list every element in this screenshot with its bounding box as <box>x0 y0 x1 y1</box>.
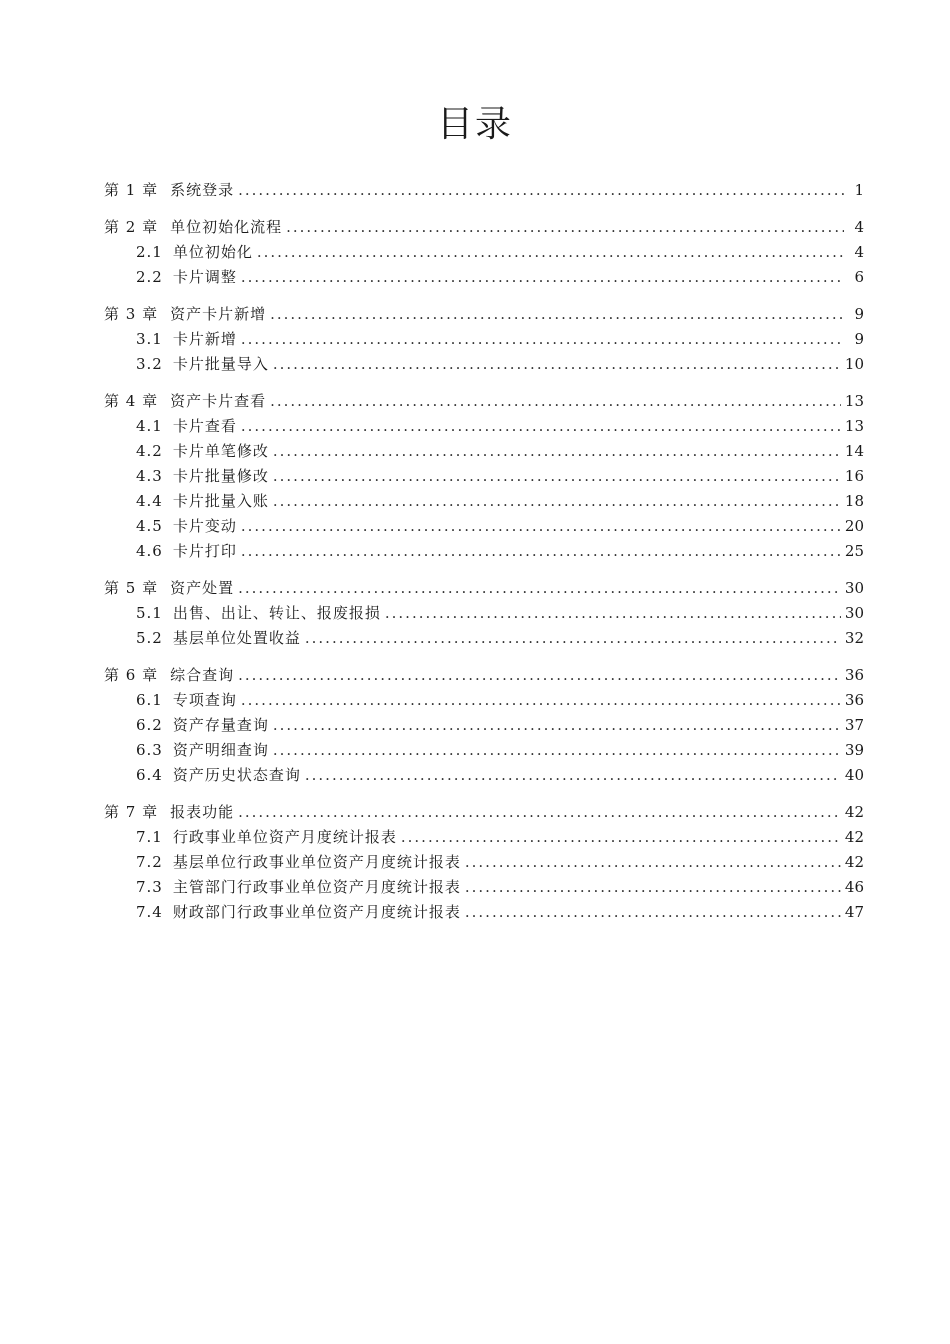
toc-dot-leader <box>241 265 844 290</box>
toc-dot-leader <box>273 713 841 738</box>
toc-entry-title: 卡片单笔修改 <box>172 442 269 460</box>
toc-entry-page: 13 <box>844 392 864 410</box>
toc-entry-number: 2.2 <box>136 268 163 286</box>
toc-entry-page: 47 <box>844 903 864 921</box>
toc-dot-leader <box>270 389 841 414</box>
toc-entry-title: 财政部门行政事业单位资产月度统计报表 <box>172 903 461 921</box>
toc-chapter-entry[interactable] <box>104 302 864 327</box>
toc-entry-title: 资产卡片查看 <box>170 392 267 410</box>
toc-entry-number: 6.2 <box>136 716 163 734</box>
toc-entry-title: 系统登录 <box>170 181 235 199</box>
toc-entry-number: 7.4 <box>136 903 163 921</box>
toc-chapter-entry[interactable] <box>104 800 864 825</box>
toc-dot-leader <box>270 302 844 327</box>
toc-entry-title: 资产处置 <box>170 579 235 597</box>
toc-entry-title: 出售、出让、转让、报废报损 <box>172 604 381 622</box>
toc-entry-page: 30 <box>844 579 864 597</box>
toc-title: 目录 <box>436 104 513 145</box>
toc-dot-leader <box>241 414 841 439</box>
toc-section-entry[interactable] <box>104 850 864 875</box>
toc-section-entry[interactable] <box>104 439 864 464</box>
toc-dot-leader <box>241 688 841 713</box>
toc-entry-number: 6.4 <box>136 766 163 784</box>
toc-entry-page: 30 <box>844 604 864 622</box>
toc-section-entry[interactable] <box>104 738 864 763</box>
toc-entry-number: 4.1 <box>136 417 163 435</box>
toc-entry-number: 4.3 <box>136 467 163 485</box>
toc-chapter-entry[interactable] <box>104 663 864 688</box>
toc-dot-leader <box>241 514 841 539</box>
toc-entry-number: 7.2 <box>136 853 163 871</box>
toc-entry-page: 36 <box>844 666 864 684</box>
toc-entry-title: 卡片查看 <box>172 417 237 435</box>
toc-entry-page: 25 <box>844 542 864 560</box>
toc-section-entry[interactable] <box>104 825 864 850</box>
toc-dot-leader <box>238 663 841 688</box>
toc-entry-page: 14 <box>844 442 864 460</box>
toc-entry-title: 资产明细查询 <box>172 741 269 759</box>
toc-chapter-entry[interactable] <box>104 178 864 203</box>
toc-entry-page: 32 <box>844 629 864 647</box>
toc-entry-number: 2.1 <box>136 243 163 261</box>
toc-dot-leader <box>273 464 841 489</box>
toc-entry-page: 42 <box>844 853 864 871</box>
toc-entry-page: 16 <box>844 467 864 485</box>
toc-dot-leader <box>465 850 841 875</box>
toc-entry-title: 基层单位行政事业单位资产月度统计报表 <box>172 853 461 871</box>
toc-entry-number: 第 5 章 <box>104 579 159 597</box>
toc-entry-page: 9 <box>854 305 864 323</box>
toc-entry-title: 单位初始化流程 <box>170 218 283 236</box>
toc-entry-title: 资产存量查询 <box>172 716 269 734</box>
toc-entry-number: 5.2 <box>136 629 163 647</box>
toc-chapter-entry[interactable] <box>104 389 864 414</box>
toc-dot-leader <box>273 439 841 464</box>
toc-entry-page: 1 <box>854 181 864 199</box>
toc-entry-number: 4.2 <box>136 442 163 460</box>
toc-entry-page: 9 <box>854 330 864 348</box>
toc-entry-title: 卡片批量入账 <box>172 492 269 510</box>
toc-section-entry[interactable] <box>104 489 864 514</box>
toc-section-entry[interactable] <box>104 464 864 489</box>
toc-section-entry[interactable] <box>104 688 864 713</box>
toc-dot-leader <box>305 626 841 651</box>
toc-entry-number: 第 3 章 <box>104 305 159 323</box>
toc-section-entry[interactable] <box>104 414 864 439</box>
toc-entry-title: 资产卡片新增 <box>170 305 267 323</box>
toc-entry-page: 20 <box>844 517 864 535</box>
toc-entry-title: 专项查询 <box>172 691 237 709</box>
toc-entry-number: 第 1 章 <box>104 181 159 199</box>
toc-entry-page: 39 <box>844 741 864 759</box>
toc-section-entry[interactable] <box>104 327 864 352</box>
toc-entry-number: 7.1 <box>136 828 163 846</box>
toc-section-entry[interactable] <box>104 763 864 788</box>
toc-entry-page: 46 <box>844 878 864 896</box>
toc-entry-number: 6.1 <box>136 691 163 709</box>
toc-section-entry[interactable] <box>104 539 864 564</box>
toc-chapter-entry[interactable] <box>104 215 864 240</box>
toc-dot-leader <box>238 576 841 601</box>
toc-entry-number: 第 6 章 <box>104 666 159 684</box>
toc-dot-leader <box>241 327 844 352</box>
toc-dot-leader <box>273 489 841 514</box>
toc-entry-number: 6.3 <box>136 741 163 759</box>
toc-dot-leader <box>257 240 844 265</box>
toc-entry-title: 单位初始化 <box>172 243 253 261</box>
toc-entry-title: 卡片新增 <box>172 330 237 348</box>
toc-dot-leader <box>465 875 841 900</box>
toc-entry-number: 4.5 <box>136 517 163 535</box>
toc-dot-leader <box>273 738 841 763</box>
toc-section-entry[interactable] <box>104 352 864 377</box>
toc-entry-title: 报表功能 <box>170 803 235 821</box>
toc-chapter-entry[interactable] <box>104 576 864 601</box>
toc-dot-leader <box>238 800 841 825</box>
toc-entry-title: 行政事业单位资产月度统计报表 <box>172 828 397 846</box>
toc-dot-leader <box>385 601 841 626</box>
toc-entry-title: 卡片打印 <box>172 542 237 560</box>
toc-entry-title: 卡片批量修改 <box>172 467 269 485</box>
toc-entry-title: 卡片批量导入 <box>172 355 269 373</box>
toc-section-entry[interactable] <box>104 713 864 738</box>
toc-entry-page: 10 <box>844 355 864 373</box>
toc-entry-number: 第 4 章 <box>104 392 159 410</box>
toc-entry-page: 37 <box>844 716 864 734</box>
toc-section-entry[interactable] <box>104 900 864 925</box>
toc-entry-page: 4 <box>854 218 864 236</box>
toc-section-entry[interactable] <box>104 626 864 651</box>
toc-entry-number: 3.2 <box>136 355 163 373</box>
toc-entry-page: 18 <box>844 492 864 510</box>
toc-entry-page: 13 <box>844 417 864 435</box>
toc-entry-page: 42 <box>844 803 864 821</box>
toc-list <box>104 178 864 925</box>
toc-entry-title: 综合查询 <box>170 666 235 684</box>
toc-dot-leader <box>273 352 841 377</box>
toc-entry-page: 4 <box>854 243 864 261</box>
toc-entry-number: 4.6 <box>136 542 163 560</box>
toc-entry-page: 40 <box>844 766 864 784</box>
toc-entry-title: 资产历史状态查询 <box>172 766 301 784</box>
toc-entry-title: 基层单位处置收益 <box>172 629 301 647</box>
toc-entry-page: 42 <box>844 828 864 846</box>
toc-dot-leader <box>305 763 841 788</box>
toc-entry-page: 6 <box>854 268 864 286</box>
toc-entry-title: 主管部门行政事业单位资产月度统计报表 <box>172 878 461 896</box>
toc-entry-number: 4.4 <box>136 492 163 510</box>
toc-section-entry[interactable] <box>104 265 864 290</box>
toc-entry-page: 36 <box>844 691 864 709</box>
toc-dot-leader <box>401 825 841 850</box>
toc-section-entry[interactable] <box>104 514 864 539</box>
toc-dot-leader <box>465 900 841 925</box>
toc-entry-title: 卡片变动 <box>172 517 237 535</box>
toc-section-entry[interactable] <box>104 601 864 626</box>
toc-entry-number: 7.3 <box>136 878 163 896</box>
toc-section-entry[interactable] <box>104 875 864 900</box>
toc-entry-title: 卡片调整 <box>172 268 237 286</box>
toc-entry-number: 第 2 章 <box>104 218 159 236</box>
toc-entry-number: 第 7 章 <box>104 803 159 821</box>
toc-dot-leader <box>238 178 844 203</box>
toc-section-entry[interactable] <box>104 240 864 265</box>
toc-dot-leader <box>241 539 841 564</box>
toc-dot-leader <box>286 215 844 240</box>
toc-entry-number: 5.1 <box>136 604 163 622</box>
toc-entry-number: 3.1 <box>136 330 163 348</box>
